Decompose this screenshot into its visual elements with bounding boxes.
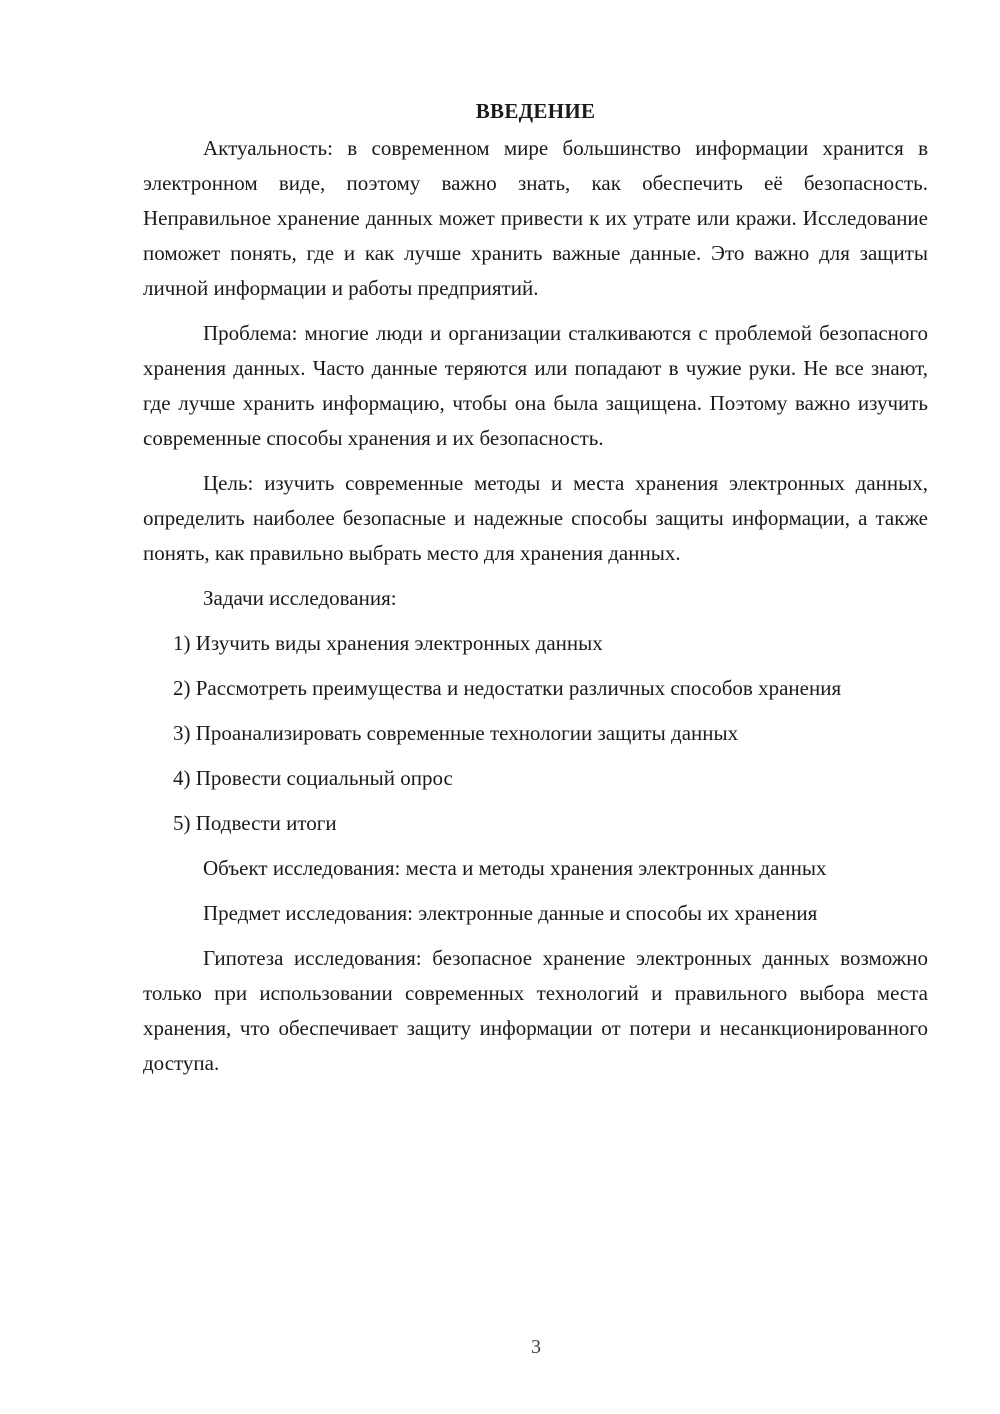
paragraph-problem: Проблема: многие люди и организации сталкиваются с проблемой безопасного хранения данных. Часто данные теряются или попадают в чужие руки. Не все знают, где лучше хранить информацию, чтобы она была защищена. Поэтому важно изучить современные способы хранения и их безопасность.: [143, 321, 928, 450]
paragraph-subject: Предмет исследования: электронные данные и способы их хранения: [203, 901, 818, 925]
paragraph-object: Объект исследования: места и методы хранения электронных данных: [203, 856, 827, 880]
page-content: [143, 96, 928, 1091]
paragraph-hypothesis: Гипотеза исследования: безопасное хранение электронных данных возможно только при использовании современных технологий и правильного выбора места хранения, что обеспечивает защиту информации от потери и несанкционированного доступа.: [143, 946, 928, 1075]
task-item-3: 3) Проанализировать современные технологии защиты данных: [173, 721, 739, 745]
task-item-5: 5) Подвести итоги: [173, 811, 337, 835]
paragraph-tasks-heading: Задачи исследования:: [203, 586, 397, 610]
paragraph-relevance: Актуальность: в современном мире большинство информации хранится в электронном виде, поэтому важно знать, как обеспечить её безопасность. Неправильное хранение данных может привести к их утрате или кражи. Исследование поможет понять, где и как лучше хранить важные данные. Это важно для защиты личной информации и работы предприятий.: [143, 136, 928, 300]
task-item-4: 4) Провести социальный опрос: [173, 766, 453, 790]
page-number: 3: [531, 1336, 541, 1358]
page-title: ВВЕДЕНИЕ: [475, 99, 596, 123]
task-item-1: 1) Изучить виды хранения электронных данных: [173, 631, 603, 655]
paragraph-goal: Цель: изучить современные методы и места хранения электронных данных, определить наиболее безопасные и надежные способы защиты информации, а также понять, как правильно выбрать место для хранения данных.: [143, 471, 928, 565]
task-item-2: 2) Рассмотреть преимущества и недостатки различных способов хранения: [173, 676, 842, 700]
